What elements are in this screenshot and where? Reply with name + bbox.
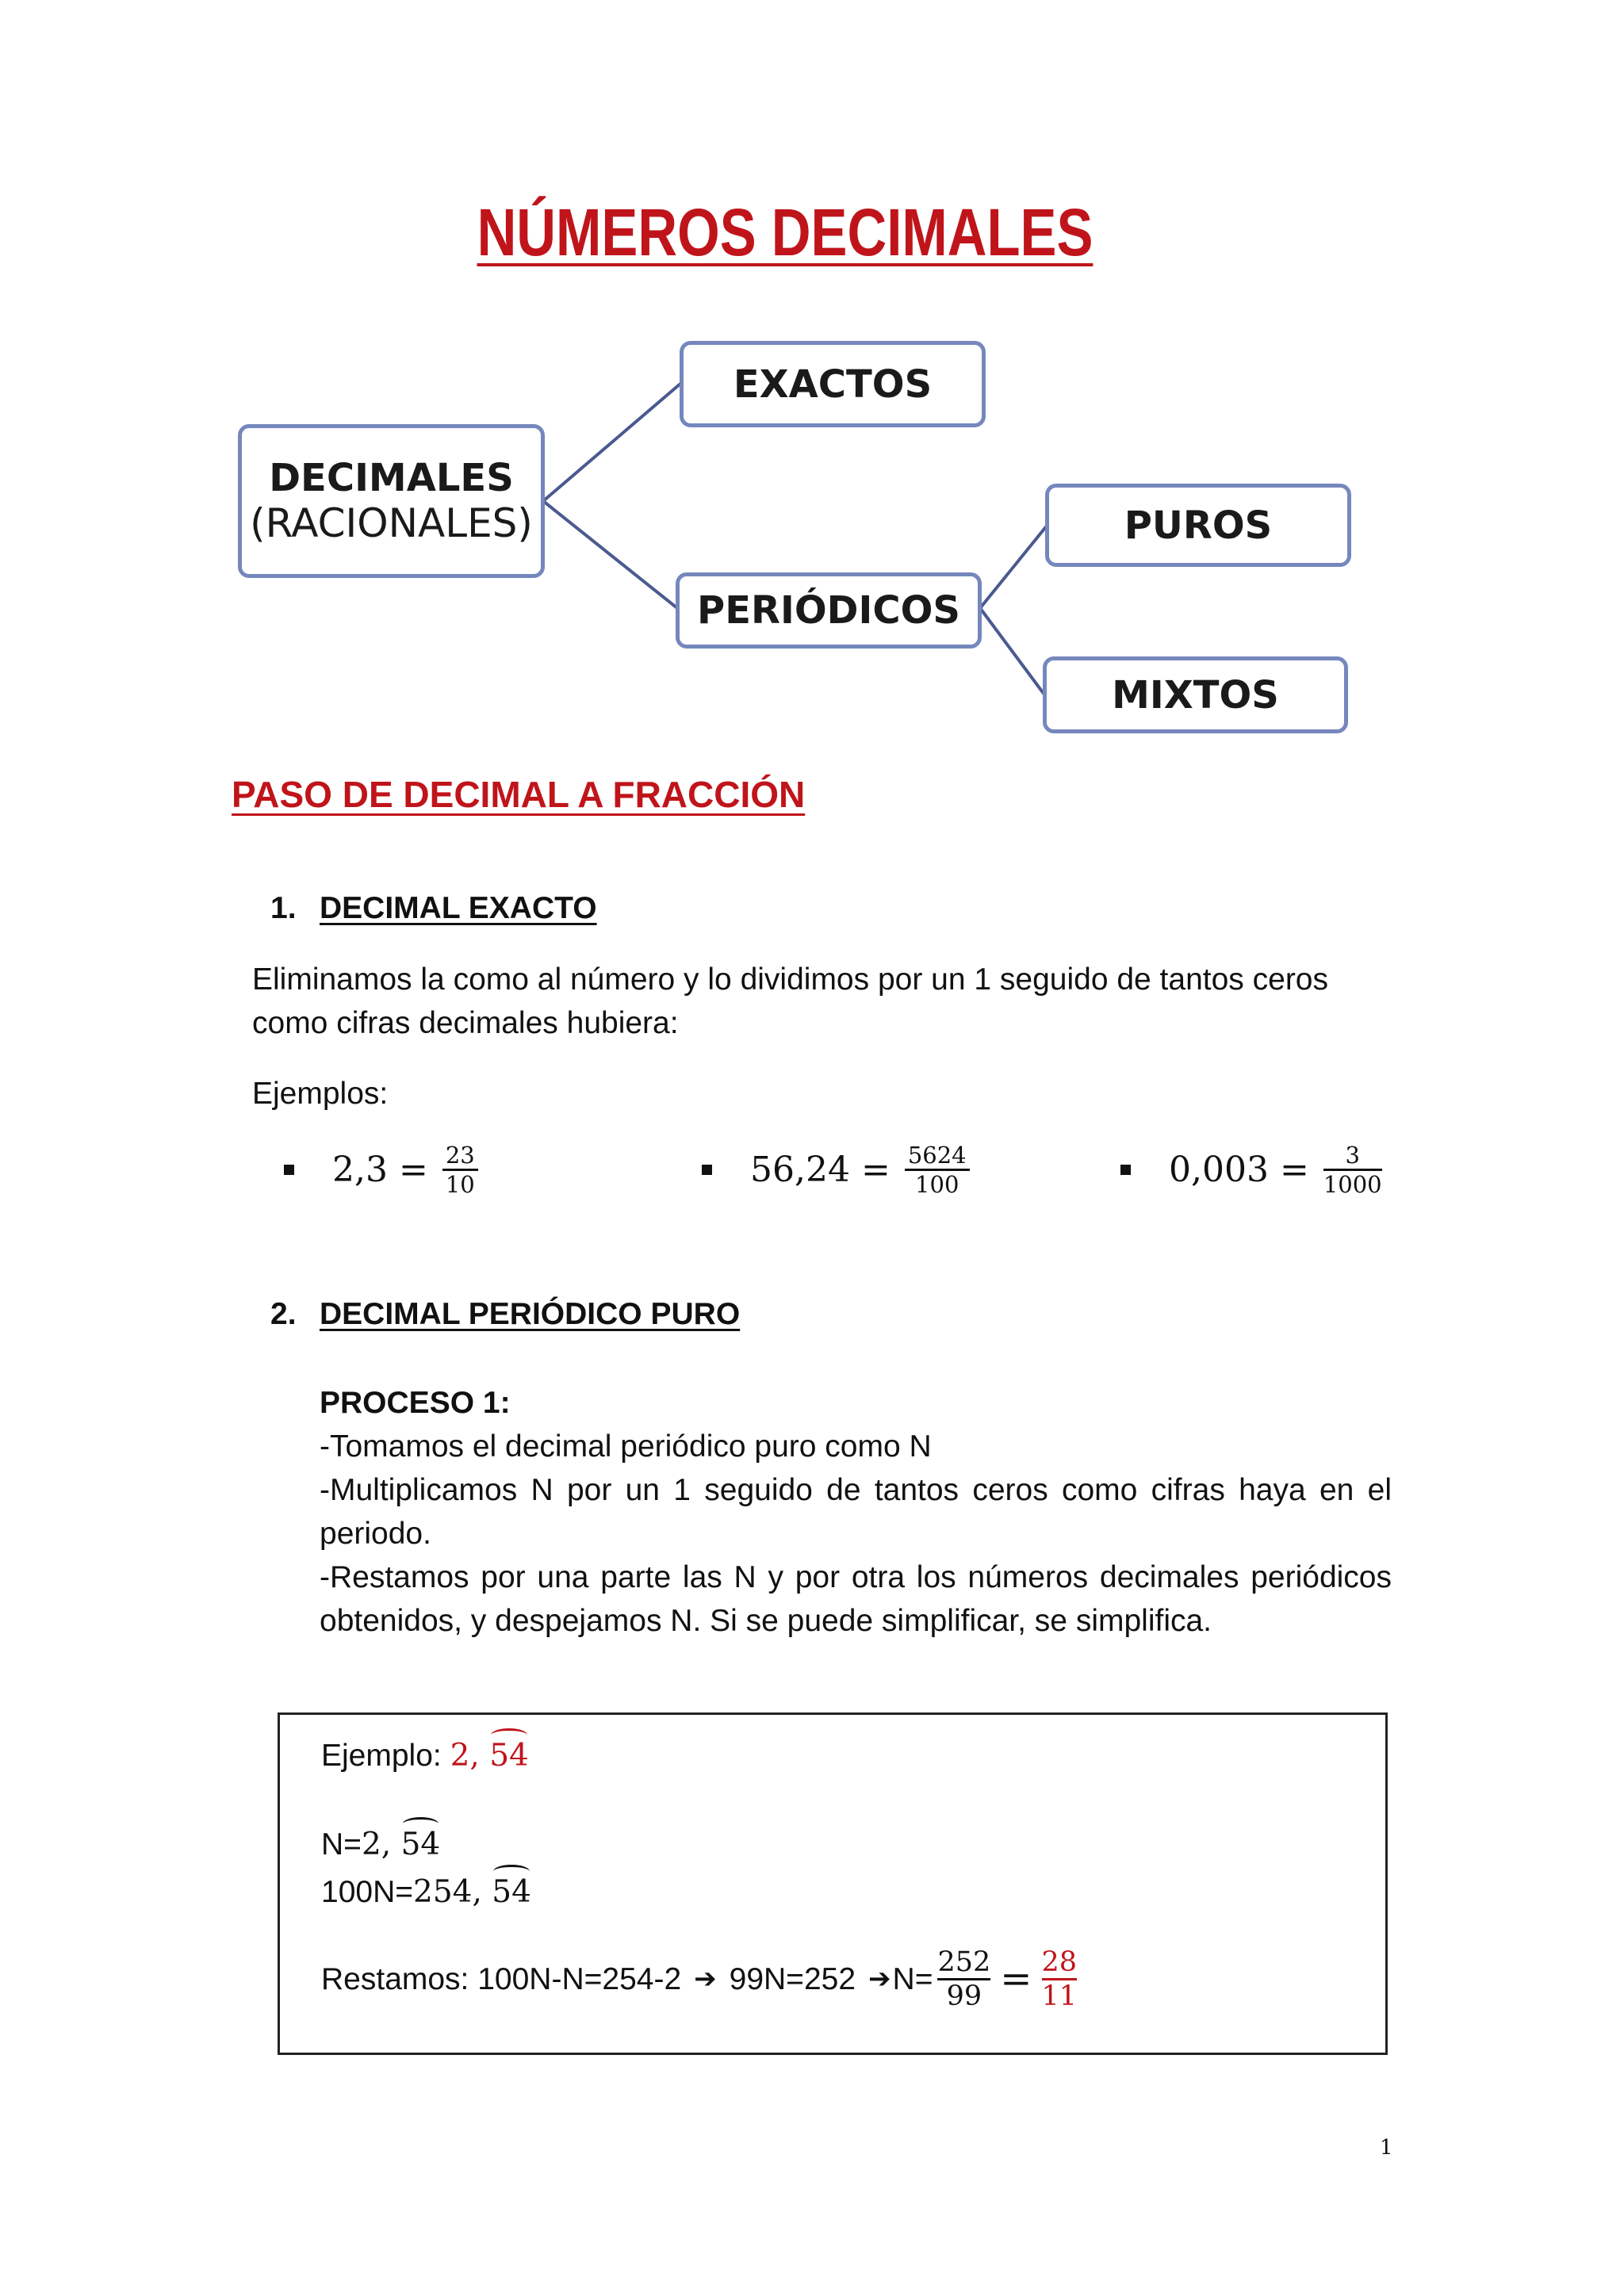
example-fraction bbox=[1323, 1142, 1382, 1198]
frac1-numerator: 252 bbox=[937, 1946, 991, 1978]
decimales-label: DECIMALES bbox=[269, 456, 514, 500]
frac2-denominator: 11 bbox=[1041, 1980, 1078, 2012]
fraction-denominator: 10 bbox=[445, 1171, 475, 1198]
exactos-node bbox=[680, 341, 986, 427]
n-period: 54 bbox=[401, 1823, 441, 1866]
item1-paragraph: Eliminamos la como al número y lo dividimos por un 1 seguido de tantos ceros como cifras decimales hubiera: bbox=[252, 962, 1329, 1040]
puros-label: PUROS bbox=[1124, 503, 1273, 548]
hundred-n-value bbox=[413, 1874, 531, 1910]
bullet-icon bbox=[284, 1165, 294, 1175]
fraction-numerator: 5624 bbox=[907, 1142, 967, 1169]
item1-title: DECIMAL EXACTO bbox=[320, 891, 597, 925]
fraction-denominator: 1000 bbox=[1323, 1171, 1382, 1198]
value-period: 54 bbox=[489, 1734, 529, 1777]
fraction-28-11 bbox=[1042, 1946, 1078, 2012]
periodicos-label: PERIÓDICOS bbox=[697, 588, 960, 633]
step-a: 99N=252 bbox=[729, 1962, 856, 1996]
process-title: PROCESO 1: bbox=[320, 1386, 511, 1420]
item1-number: 1. bbox=[270, 891, 297, 925]
example-label: Ejemplo: bbox=[321, 1739, 442, 1773]
restamos-text: Restamos: 100N-N=254-2 bbox=[321, 1962, 682, 1996]
section-title: PASO DE DECIMAL A FRACCIÓN bbox=[232, 774, 806, 815]
value-integer: 2, bbox=[450, 1738, 480, 1774]
process-step-1: -Tomamos el decimal periódico puro como N bbox=[320, 1429, 932, 1464]
frac1-denominator: 99 bbox=[946, 1980, 982, 2012]
example-fraction bbox=[442, 1142, 478, 1198]
hundred-n-integer: 254, bbox=[413, 1874, 482, 1910]
example-lhs: 56,24 = bbox=[750, 1150, 891, 1190]
example-exact-1 bbox=[284, 1142, 478, 1198]
n-integer: 2, bbox=[361, 1827, 392, 1862]
racionales-label: (RACIONALES) bbox=[250, 500, 533, 546]
hundred-n-line bbox=[321, 1870, 531, 1914]
item2-heading bbox=[270, 1297, 740, 1332]
exactos-label: EXACTOS bbox=[733, 362, 933, 407]
n-value bbox=[362, 1827, 440, 1862]
puros-node bbox=[1045, 484, 1351, 567]
mixtos-label: MIXTOS bbox=[1112, 672, 1279, 718]
fraction-numerator: 23 bbox=[445, 1142, 475, 1169]
hundred-n-period: 54 bbox=[492, 1870, 531, 1914]
periodicos-node bbox=[676, 572, 982, 649]
examples-label: Ejemplos: bbox=[252, 1077, 389, 1111]
fraction-252-99 bbox=[937, 1946, 990, 2012]
frac2-numerator: 28 bbox=[1041, 1946, 1078, 1978]
example-lhs: 0,003 = bbox=[1169, 1150, 1309, 1190]
example-exact-2 bbox=[702, 1142, 970, 1198]
example-exact-3 bbox=[1120, 1142, 1382, 1198]
decimales-node bbox=[238, 424, 545, 578]
page-title: NÚMEROS DECIMALES bbox=[477, 195, 1094, 270]
restamos-line bbox=[321, 1946, 1082, 2012]
n-line bbox=[321, 1823, 440, 1866]
hundred-n-label: 100N= bbox=[321, 1875, 414, 1909]
example-fraction bbox=[905, 1142, 970, 1198]
item2-number: 2. bbox=[270, 1297, 297, 1331]
arrow-right-icon: ➔ bbox=[868, 1964, 891, 1994]
process-step-3: -Restamos por una parte las N y por otra los números decimales periódicos obtenidos, y despejamos N. Si se puede simplificar, se simplifica. bbox=[320, 1560, 1392, 1638]
fraction-denominator: 100 bbox=[915, 1171, 959, 1198]
mixtos-node bbox=[1043, 656, 1348, 733]
item1-heading bbox=[270, 891, 597, 926]
example-line bbox=[321, 1734, 529, 1777]
process-step-2: -Multiplicamos N por un 1 seguido de tantos ceros como cifras haya en el periodo. bbox=[320, 1473, 1392, 1551]
example-box bbox=[278, 1712, 1388, 2055]
step-b: N= bbox=[892, 1962, 933, 1996]
bullet-icon bbox=[1120, 1165, 1131, 1175]
bullet-icon bbox=[702, 1165, 712, 1175]
n-label: N= bbox=[321, 1827, 362, 1862]
item2-title: DECIMAL PERIÓDICO PURO bbox=[320, 1297, 741, 1331]
example-value bbox=[450, 1738, 529, 1774]
arrow-right-icon: ➔ bbox=[694, 1964, 717, 1994]
page-number: 1 bbox=[1380, 2136, 1393, 2160]
fraction-numerator: 3 bbox=[1345, 1142, 1360, 1169]
example-lhs: 2,3 = bbox=[332, 1150, 428, 1190]
equals-sign: = bbox=[1000, 1957, 1032, 2001]
